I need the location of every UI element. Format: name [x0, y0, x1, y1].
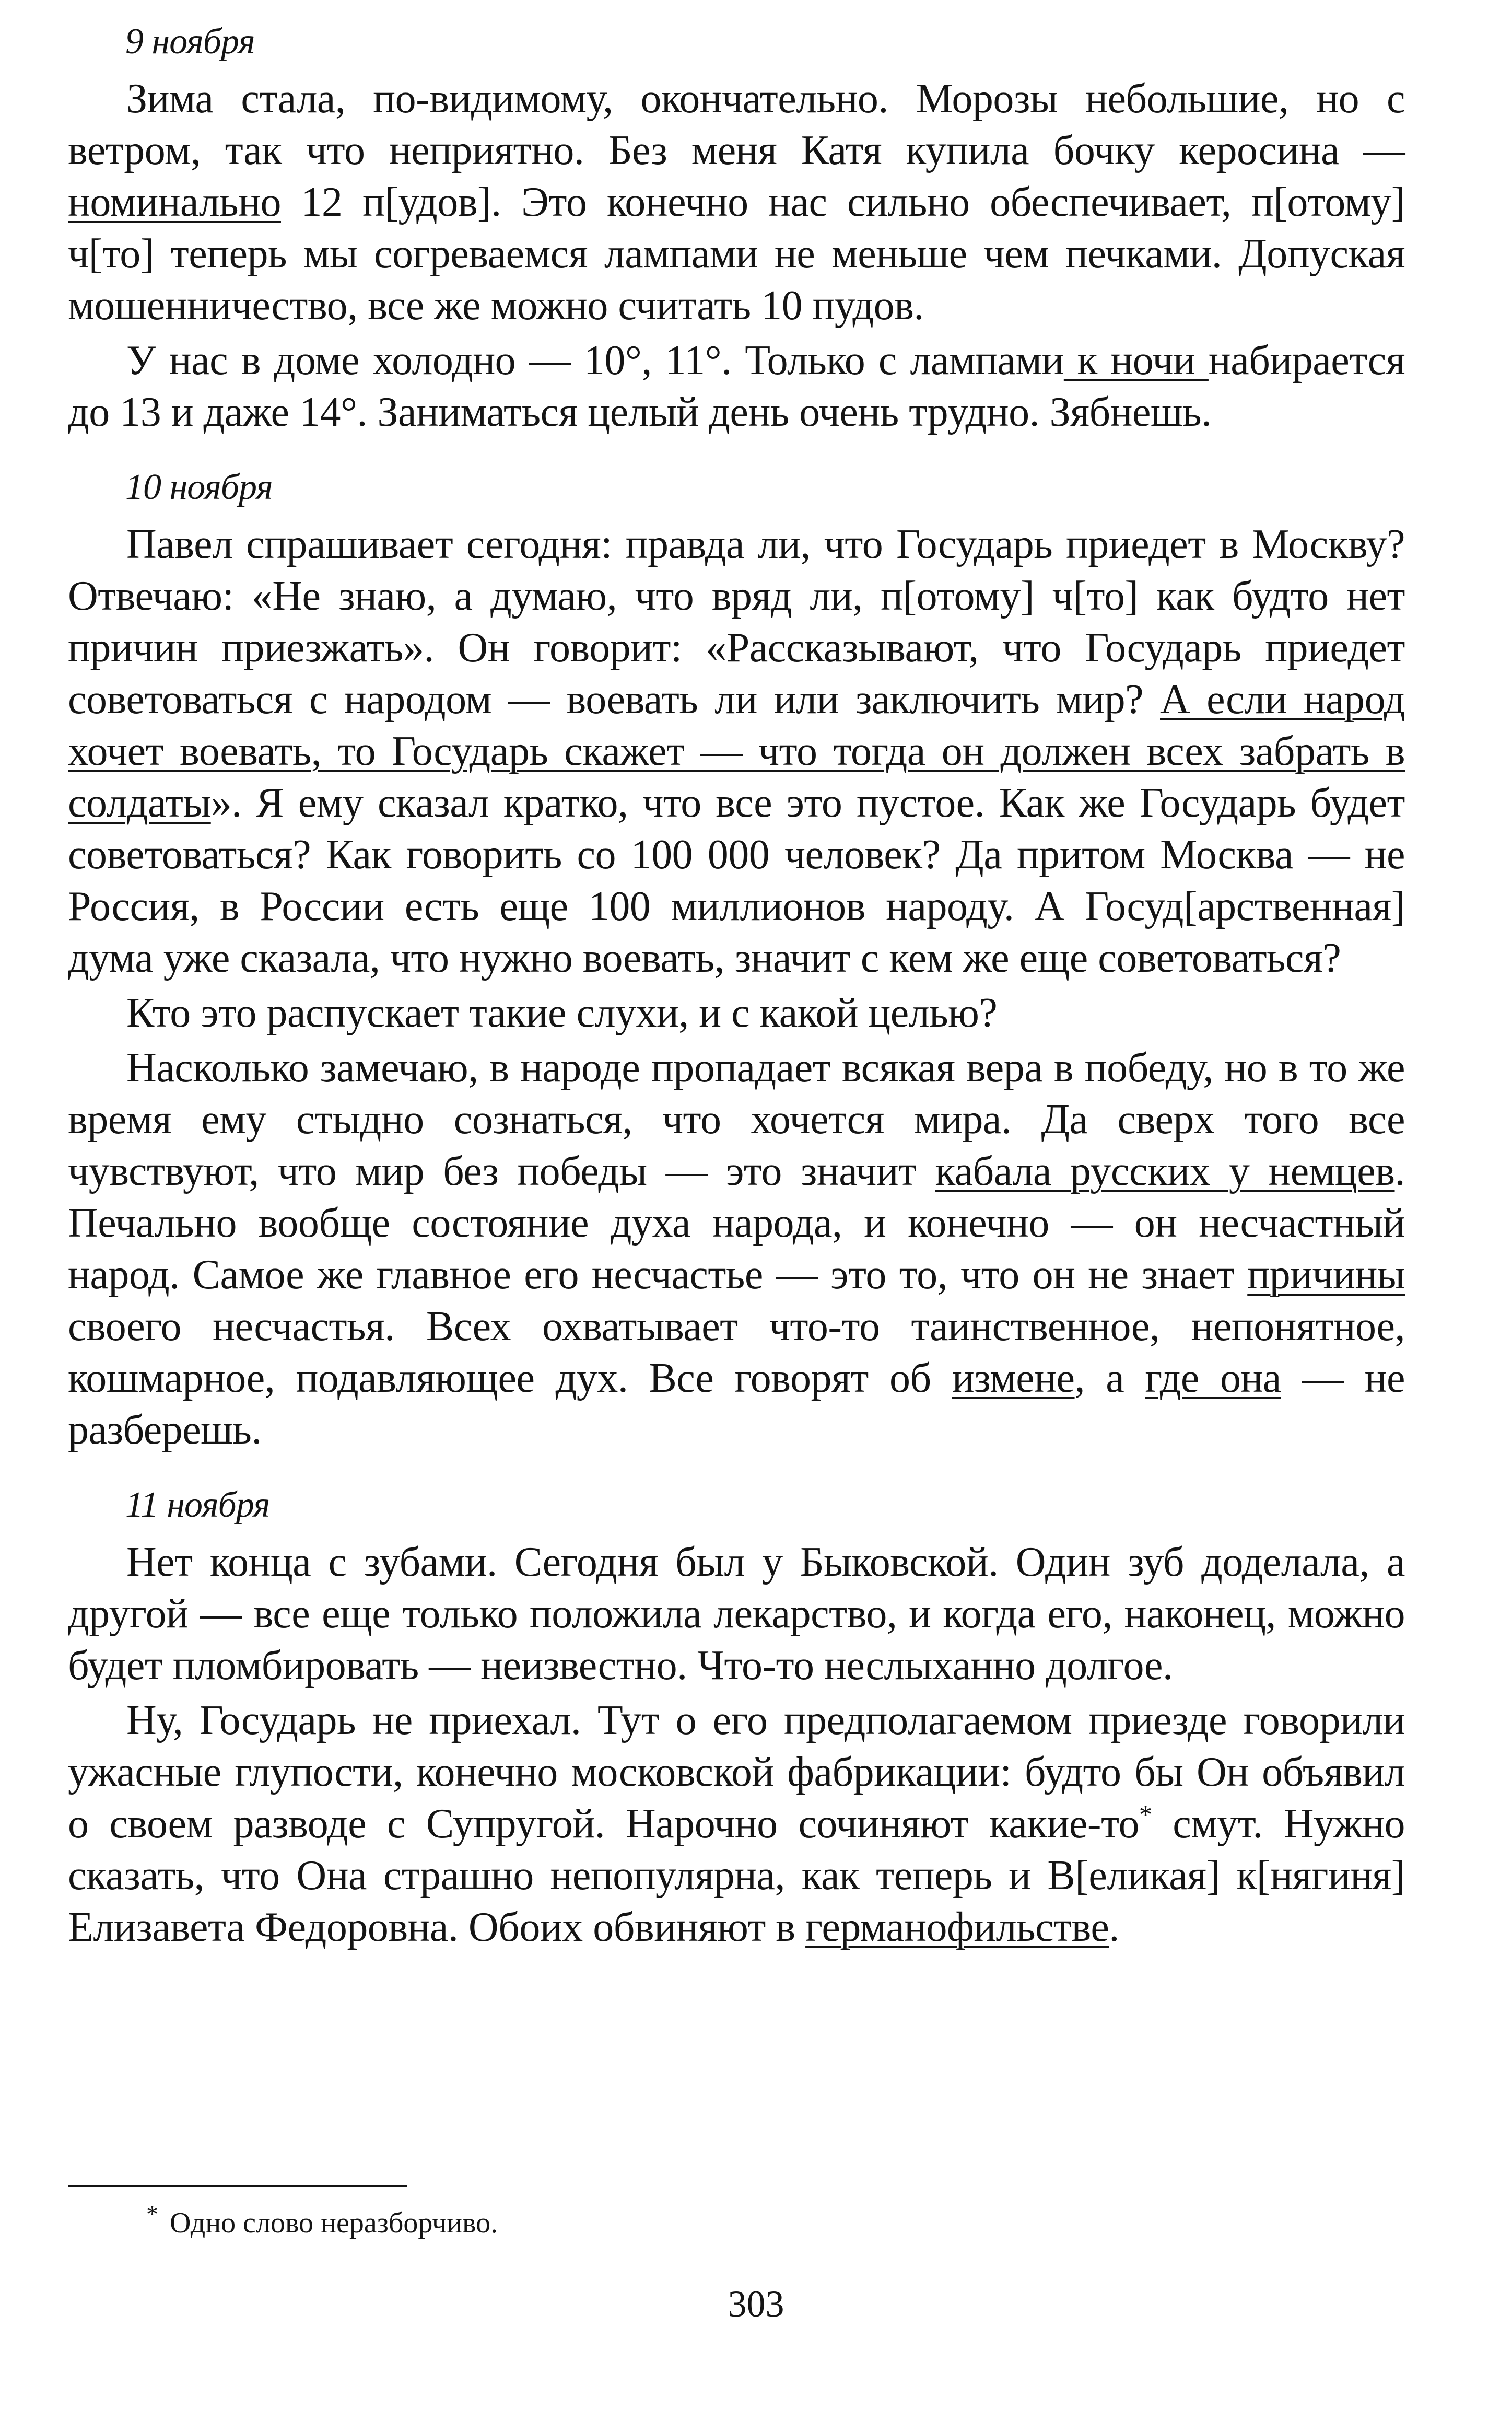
text-run: У нас в доме холодно — 10°, 11°. Только с лампами [126, 338, 1064, 383]
text-run: набирается до 13 и даже 14°. Заниматься целый день очень трудно. Зябнешь. [68, 338, 1405, 435]
underlined-text: где она [1145, 1355, 1281, 1401]
text-run: Нет конца с зубами. Сегодня был у Быковской. Один зуб доделала, а другой — все еще только положила лекарство, и когда его, наконец, можно будет пломбировать — неизвестно. Что-то неслыханно долгое. [68, 1539, 1405, 1689]
entry-date: 10 ноября [125, 467, 273, 507]
entry-date: 9 ноября [125, 21, 255, 62]
diary-entry-nov-11 [68, 1479, 1405, 1953]
footnote-divider [68, 2185, 407, 2187]
diary-entry-nov-9 [68, 16, 1405, 438]
page-number: 303 [728, 2283, 784, 2325]
page-body [68, 16, 1405, 1976]
underlined-text: А если народ хочет воевать, то Государь скажет — что тогда он должен всех забрать в солдаты [68, 677, 1405, 826]
diary-entry-nov-10 [68, 461, 1405, 1456]
paragraph [68, 987, 1405, 1039]
paragraph [68, 1042, 1405, 1456]
text-run: Зима стала, по-видимому, окончательно. Морозы небольшие, но с ветром, так что неприятно. Без меня Катя купила бочку керосина — [68, 76, 1405, 173]
text-run: Ну, Государь не приехал. Тут о его предполагаемом приезде говорили ужасные глупости, конечно московской фабрикации: будто бы Он объявил о своем разводе с Супругой. Нарочно сочиняют какие-то [68, 1697, 1405, 1847]
text-run: Кто это распускает такие слухи, и с какой целью? [126, 990, 998, 1036]
paragraph [68, 73, 1405, 332]
paragraph [68, 519, 1405, 984]
underlined-text: причины [1247, 1252, 1405, 1298]
text-run: . [1109, 1904, 1119, 1950]
underlined-text: измене [952, 1355, 1075, 1401]
entry-date: 11 ноября [125, 1485, 270, 1525]
paragraph [68, 1537, 1405, 1692]
paragraph [68, 335, 1405, 438]
text-run: , а [1074, 1355, 1145, 1401]
text-run: . Печально вообще состояние духа народа, и конечно — он несчастный народ. Самое же главное его несчастье — это то, что он не знает [68, 1148, 1405, 1298]
text-run: своего несчастья. Всех охватывает что-то таинственное, непонятное, кошмарное, подавляющее дух. Все говорят об [68, 1304, 1405, 1401]
text-run: ». Я ему сказал кратко, что все это пустое. Как же Государь будет советоваться? Как говорить со 100 000 человек? Да притом Москва — не Россия, в России есть еще 100 миллионов народу. А Госуд[арственная] дума уже сказала, что нужно воевать, значит с кем же еще советоваться? [68, 780, 1405, 981]
text-run: смут. Нужно сказать, что Она страшно непопулярна, как теперь и В[еликая] к[нягиня] Елизавета Федоровна. Обоих обвиняют в [68, 1801, 1405, 1950]
underlined-text: германофильстве [805, 1904, 1109, 1950]
underlined-text: кабала русских у немцев [935, 1148, 1395, 1194]
text-run: — не разберешь. [68, 1355, 1405, 1453]
text-run: 12 п[удов]. Это конечно нас сильно обеспечивает, п[отому] ч[то] теперь мы согреваемся лампами не меньше чем печками. Допуская мошенничество, все же можно считать 10 пудов. [68, 179, 1405, 329]
footnote-text: Одно слово неразборчиво. [170, 2207, 498, 2239]
underlined-text: номинально [68, 179, 281, 225]
text-run: Насколько замечаю, в народе пропадает всякая вера в победу, но в то же время ему стыдно сознаться, что хочется мира. Да сверх того все чувствуют, что мир без победы — это значит [68, 1045, 1405, 1194]
footnote-mark: * [146, 2201, 158, 2228]
paragraph [68, 1695, 1405, 1953]
footnote [146, 2201, 498, 2241]
footnote-reference: * [1139, 1799, 1152, 1829]
text-run: Павел спрашивает сегодня: правда ли, что Государь приедет в Москву? Отвечаю: «Не знаю, а думаю, что вряд ли, п[отому] ч[то] как будто нет причин приезжать». Он говорит: «Рассказывают, что Государь приедет советоваться с народом — воевать ли или заключить мир? [68, 521, 1405, 723]
underlined-text: к ночи [1063, 338, 1209, 383]
